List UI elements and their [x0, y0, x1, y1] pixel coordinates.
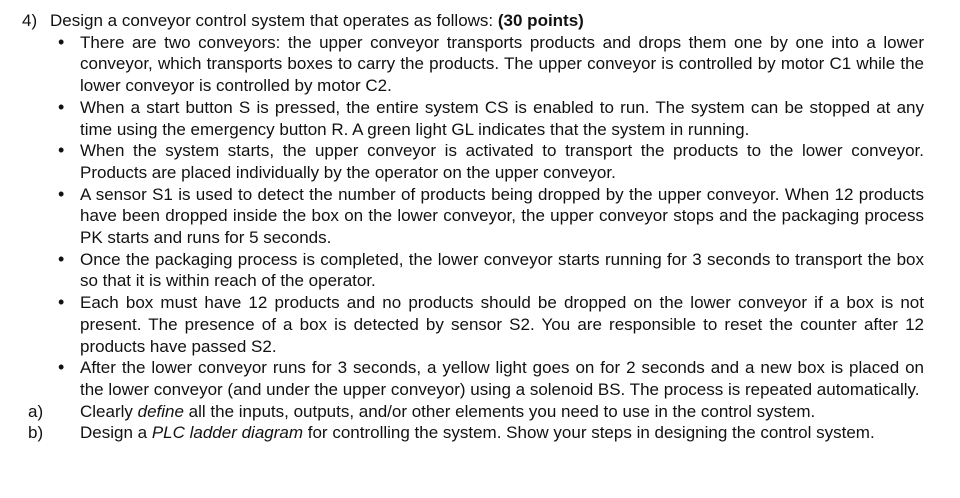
- list-item: [58, 292, 924, 357]
- part-text-before: Clearly: [80, 401, 138, 421]
- list-item: [58, 97, 924, 140]
- list-item: [58, 32, 924, 97]
- question-title: [50, 10, 584, 32]
- question-points: (30 points): [497, 11, 584, 30]
- part-marker: b): [28, 423, 44, 443]
- bullet-icon: •: [58, 96, 65, 117]
- part-item-a: [28, 401, 924, 423]
- part-text: [80, 401, 924, 423]
- part-text-before: Design a: [80, 423, 152, 443]
- part-emphasis: define: [137, 401, 184, 421]
- part-text-after: for controlling the system. Show your steps in designing the control system.: [303, 423, 875, 443]
- question-number: 4): [22, 11, 38, 30]
- part-item-b: [28, 422, 924, 444]
- list-item: [58, 249, 924, 292]
- list-item: [58, 357, 924, 400]
- question-parts: [22, 401, 924, 444]
- list-item-text: When the system starts, the upper conveyor is activated to transport the products to the lower conveyor. Products are placed individually by the operator on the upper conveyor.: [80, 141, 924, 182]
- list-item-text: Once the packaging process is completed, the lower conveyor starts running for 3 seconds to transport the box so that it is within reach of the operator.: [80, 249, 924, 291]
- part-emphasis: PLC ladder diagram: [151, 423, 304, 443]
- list-item: [58, 140, 924, 183]
- part-marker: a): [28, 401, 44, 421]
- list-item-text: Each box must have 12 products and no products should be dropped on the lower conveyor if a box is not present. The presence of a box is detected by sensor S2. You are responsible to reset the counter after 12 products have passed S2.: [80, 293, 924, 356]
- part-text-after: all the inputs, outputs, and/or other elements you need to use in the control system.: [183, 401, 816, 421]
- bullet-icon: •: [58, 140, 65, 161]
- list-item-text: There are two conveyors: the upper conveyor transports products and drops them one by one into a lower conveyor, which transports boxes to carry the products. The upper conveyor is controlled by motor C1 while the lower conveyor is controlled by motor C2.: [80, 32, 924, 96]
- bullet-icon: •: [58, 31, 65, 52]
- question-header: [22, 10, 924, 32]
- list-item-text: A sensor S1 is used to detect the number of products being dropped by the upper conveyor. When 12 products have been dropped inside the box on the lower conveyor, the upper conveyor stops and the packaging process PK starts and runs for 5 seconds.: [80, 184, 924, 248]
- list-item-text: When a start button S is pressed, the entire system CS is enabled to run. The system can be stopped at any time using the emergency button R. A green light GL indicates that the system in running.: [80, 97, 924, 139]
- bullet-icon: •: [58, 357, 65, 378]
- bullet-icon: •: [58, 292, 65, 313]
- list-item: [58, 184, 924, 249]
- list-item-text: After the lower conveyor runs for 3 seconds, a yellow light goes on for 2 seconds and a new box is placed on the lower conveyor (and under the upper conveyor) using a solenoid BS. The process is repeated automatically.: [80, 358, 924, 399]
- bullet-icon: •: [58, 248, 65, 269]
- part-text: [80, 422, 924, 444]
- question-title-text: Design a conveyor control system that operates as follows:: [50, 11, 498, 30]
- requirements-list: [22, 32, 924, 401]
- bullet-icon: •: [58, 183, 65, 204]
